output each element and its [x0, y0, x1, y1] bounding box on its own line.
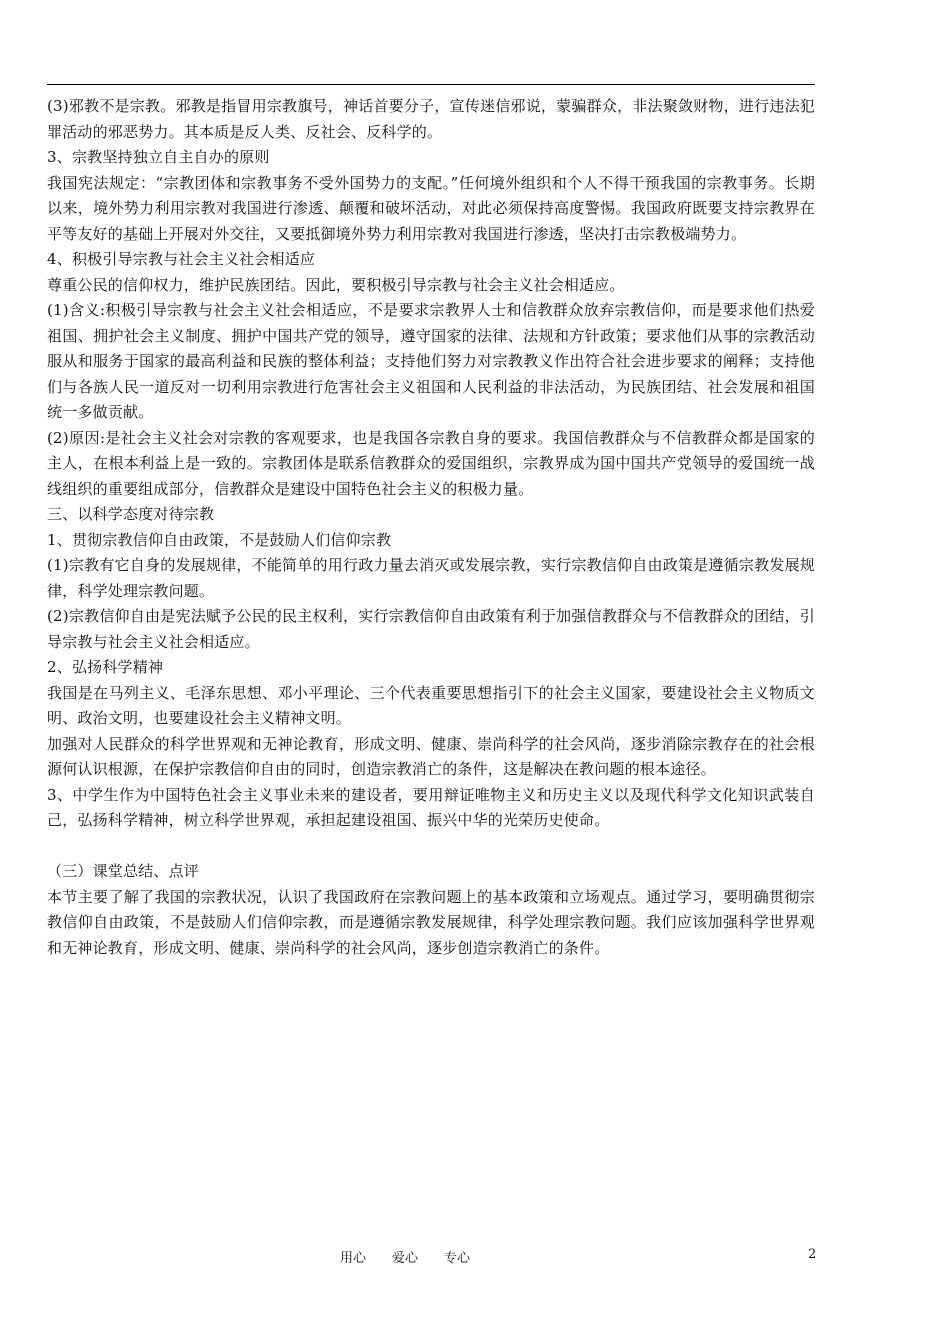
heading-summary: （三）课堂总结、点评 [47, 862, 200, 880]
motto-word: 专心 [444, 1251, 471, 1266]
heading-freedom-policy: 1、贯彻宗教信仰自由政策，不是鼓励人们信仰宗教 [47, 530, 392, 549]
page-number: 2 [808, 1247, 817, 1262]
heading-independence-principle: 3、宗教坚持独立自主自办的原则 [47, 148, 270, 166]
paragraph-spacer [47, 834, 815, 860]
paragraph-democratic-right: (2)宗教信仰自由是宪法赋予公民的民主权利，实行宗教信仰自由政策有利于加强信教群众与不信教群众的团结，引导宗教与社会主义社会相适应。 [47, 607, 815, 651]
paragraph-cult-not-religion: (3)邪教不是宗教。邪教是指冒用宗教旗号，神话首要分子，宣传迷信邪说，蒙骗群众，非法聚敛财物，进行违法犯罪活动的邪恶势力。其本质是反人类、反社会、反科学的。 [47, 97, 815, 141]
document-body [47, 94, 815, 961]
footer-motto [340, 1247, 496, 1266]
motto-word: 用心 [340, 1251, 367, 1266]
paragraph-development-law: (1)宗教有它自身的发展规律，不能简单的用行政力量去消灭或发展宗教，实行宗教信仰自由政策是遵循宗教发展规律，科学处理宗教问题。 [47, 556, 815, 600]
paragraph-students: 3、中学生作为中国特色社会主义事业未来的建设者，要用辩证唯物主义和历史主义以及现代科学文化知识武装自己，弘扬科学精神，树立科学世界观，承担起建设祖国、振兴中华的光荣历史使命。 [47, 785, 815, 829]
paragraph-constitution: 我国宪法规定：“宗教团体和宗教事务不受外国势力的支配。”任何境外组织和个人不得干预我国的宗教事务。长期以来，境外势力利用宗教对我国进行渗透、颠覆和破坏活动，对此必须保持高度警惕。我国政府既要支持宗教界在平等友好的基础上开展对外交往，又要抵御境外势力利用宗教对我国进行渗透，坚决打击宗教极端势力。 [47, 173, 815, 243]
header-rule [47, 84, 815, 85]
paragraph-respect-belief: 尊重公民的信仰权力，维护民族团结。因此，要积极引导宗教与社会主义社会相适应。 [47, 275, 625, 294]
heading-scientific-attitude: 三、以科学态度对待宗教 [47, 505, 215, 523]
heading-scientific-spirit: 2、弘扬科学精神 [47, 658, 164, 676]
paragraph-summary: 本节主要了解了我国的宗教状况，认识了我国政府在宗教问题上的基本政策和立场观点。通过学习，要明确贯彻宗教信仰自由政策，不是鼓励人们信仰宗教，而是遵循宗教发展规律，科学处理宗教问题。我们应该加强科学世界观和无神论教育，形成文明、健康、崇尚科学的社会风尚，逐步创造宗教消亡的条件。 [47, 887, 815, 957]
motto-word: 爱心 [392, 1251, 419, 1266]
page-footer [0, 1247, 950, 1267]
paragraph-reason: (2)原因:是社会主义社会对宗教的客观要求，也是我国各宗教自身的要求。我国信教群众与不信教群众都是国家的主人，在根本利益上是一致的。宗教团体是联系信教群众的爱国组织，宗教界成为国中国共产党领导的爱国统一战线组织的重要组成部分，信教群众是建设中国特色社会主义的积极力量。 [47, 428, 815, 498]
paragraph-socialist-country: 我国是在马列主义、毛泽东思想、邓小平理论、三个代表重要思想指引下的社会主义国家，要建设社会主义物质文明、政治文明，也要建设社会主义精神文明。 [47, 683, 815, 727]
paragraph-meaning: (1)含义:积极引导宗教与社会主义社会相适应，不是要求宗教界人士和信教群众放弃宗教信仰，而是要求他们热爱祖国、拥护社会主义制度、拥护中国共产党的领导，遵守国家的法律、法规和方针政策；要求他们从事的宗教活动服从和服务于国家的最高利益和民族的整体利益；支持他们努力对宗教教义作出符合社会进步要求的阐释；支持他们与各族人民一道反对一切利用宗教进行危害社会主义祖国和人民利益的非法活动，为民族团结、社会发展和祖国统一多做贡献。 [47, 301, 815, 421]
heading-guide-religion: 4、积极引导宗教与社会主义社会相适应 [47, 250, 316, 268]
paragraph-atheism-education: 加强对人民群众的科学世界观和无神论教育，形成文明、健康、崇尚科学的社会风尚，逐步消除宗教存在的社会根源何认识根源，在保护宗教信仰自由的同时，创造宗教消亡的条件，这是解决在教问题的根本途径。 [47, 734, 815, 778]
